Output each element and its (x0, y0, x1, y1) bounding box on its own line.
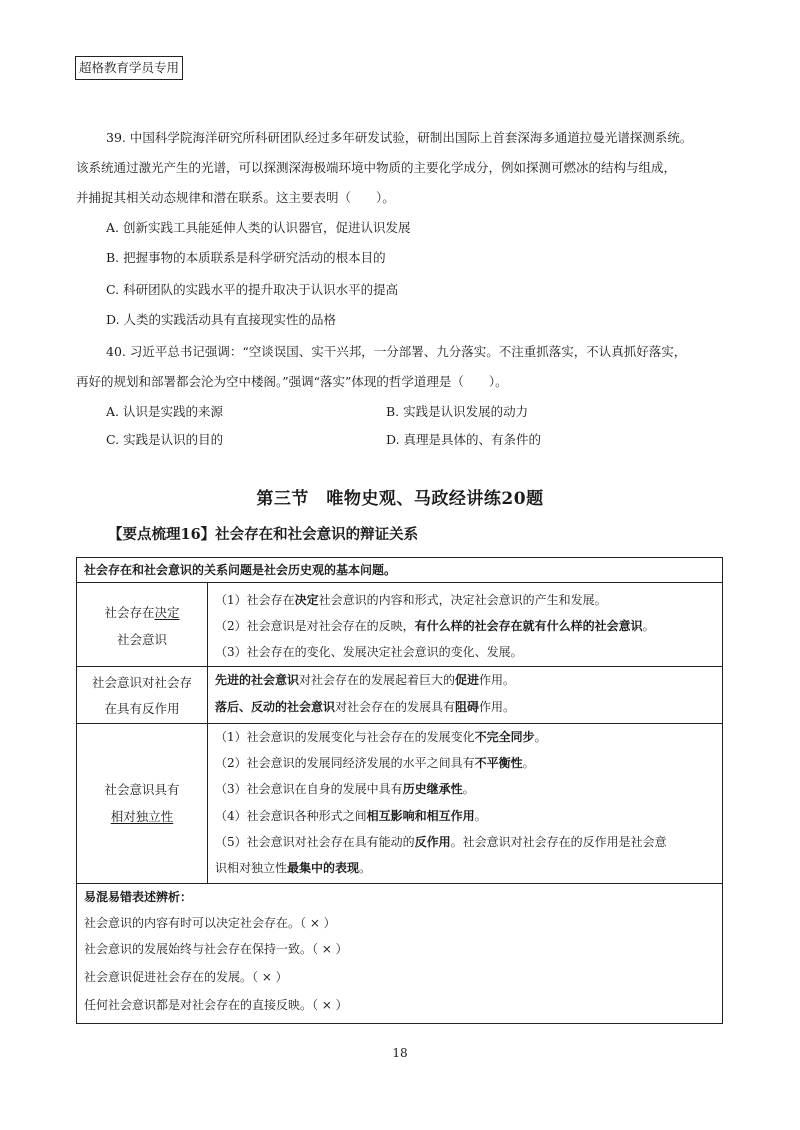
q39-option-a: A. 创新实践工具能延伸人类的认识器官，促进认识发展 (106, 220, 411, 235)
analysis-item: 社会意识促进社会存在的发展。（ × ） (84, 970, 288, 984)
header-label: 超格教育学员专用 (75, 56, 183, 80)
row3-point-1: （1）社会意识的发展变化与社会存在的发展变化不完全同步。 (215, 730, 547, 744)
q40-option-a: A. 认识是实践的来源 (106, 404, 223, 419)
q39-stem-line1: 39. 中国科学院海洋研究所科研团队经过多年研发试验，研制出国际上首套深海多通道拉曼光谱探测系统。 (106, 130, 693, 145)
row3-left-line2: 相对独立性 (110, 809, 174, 824)
row1-point-3: （3）社会存在的变化、发展决定社会意识的变化、发展。 (215, 645, 523, 659)
row3-point-4: （4）社会意识各种形式之间相互影响和相互作用。 (215, 809, 487, 823)
analysis-item: 任何社会意识都是对社会存在的直接反映。（ × ） (84, 998, 348, 1012)
q40-option-b: B. 实践是认识发展的动力 (386, 404, 529, 419)
key-point-title: 【要点梳理16】社会存在和社会意识的辩证关系 (108, 526, 419, 543)
q39-option-b: B. 把握事物的本质联系是科学研究活动的根本目的 (106, 250, 386, 265)
row3-point-2: （2）社会意识的发展同经济发展的水平之间具有不平衡性。 (215, 756, 535, 770)
row2-point-1: 先进的社会意识对社会存在的发展起着巨大的促进作用。 (215, 673, 516, 687)
row2-left-line2: 在具有反作用 (104, 701, 180, 716)
row2-point-2: 落后、反动的社会意识对社会存在的发展具有阻碍作用。 (215, 700, 516, 714)
table-rule (77, 666, 722, 667)
q39-stem-line3: 并捕捉其相关动态规律和潜在联系。这主要表明（ ）。 (76, 190, 395, 205)
section-title: 第三节 唯物史观、马政经讲练20题 (256, 489, 544, 509)
table-rule (77, 582, 722, 583)
analysis-title: 易混易错表述辨析： (84, 890, 193, 904)
row1-left-line2: 社会意识 (116, 632, 167, 647)
table-rule (77, 723, 722, 724)
row3-point-3: （3）社会意识在自身的发展中具有历史继承性。 (215, 782, 475, 796)
row1-point-1: （1）社会存在决定社会意识的内容和形式，决定社会意识的产生和发展。 (215, 593, 607, 607)
q39-option-c: C. 科研团队的实践水平的提升取决于认识水平的提高 (106, 282, 399, 297)
row3-left-line1: 社会意识具有 (104, 782, 180, 797)
table-column-divider (207, 582, 208, 883)
row1-left-line1: 社会存在决定 (104, 605, 180, 620)
analysis-item: 社会意识的内容有时可以决定社会存在。（ × ） (84, 916, 336, 930)
q39-stem-line2: 该系统通过激光产生的光谱，可以探测深海极端环境中物质的主要化学成分，例如探测可燃冰的结构与组成， (76, 160, 677, 175)
analysis-item: 社会意识的发展始终与社会存在保持一致。（ × ） (84, 942, 348, 956)
table-top-row: 社会存在和社会意识的关系问题是社会历史观的基本问题。 (84, 563, 397, 577)
row2-left-line1: 社会意识对社会存 (91, 675, 192, 690)
table-rule (77, 883, 722, 884)
row3-point-5: （5）社会意识对社会存在具有能动的反作用。社会意识对社会存在的反作用是社会意 (215, 835, 667, 849)
row3-point-6: 识相对独立性最集中的表现。 (215, 861, 372, 875)
concept-table (76, 557, 723, 1024)
q39-option-d: D. 人类的实践活动具有直接现实性的品格 (106, 312, 337, 327)
q40-stem-line1: 40. 习近平总书记强调：“空谈误国、实干兴邦，一分部署、九分落实。不注重抓落实，不认真抓好落实， (106, 344, 687, 359)
q40-option-c: C. 实践是认识的目的 (106, 432, 224, 447)
row1-point-2: （2）社会意识是对社会存在的反映，有什么样的社会存在就有什么样的社会意识。 (215, 619, 655, 633)
q40-option-d: D. 真理是具体的、有条件的 (386, 432, 542, 447)
page-number: 18 (392, 1046, 408, 1060)
q40-stem-line2: 再好的规划和部署都会沦为空中楼阁。”强调“落实”体现的哲学道理是（ ）。 (76, 374, 508, 389)
